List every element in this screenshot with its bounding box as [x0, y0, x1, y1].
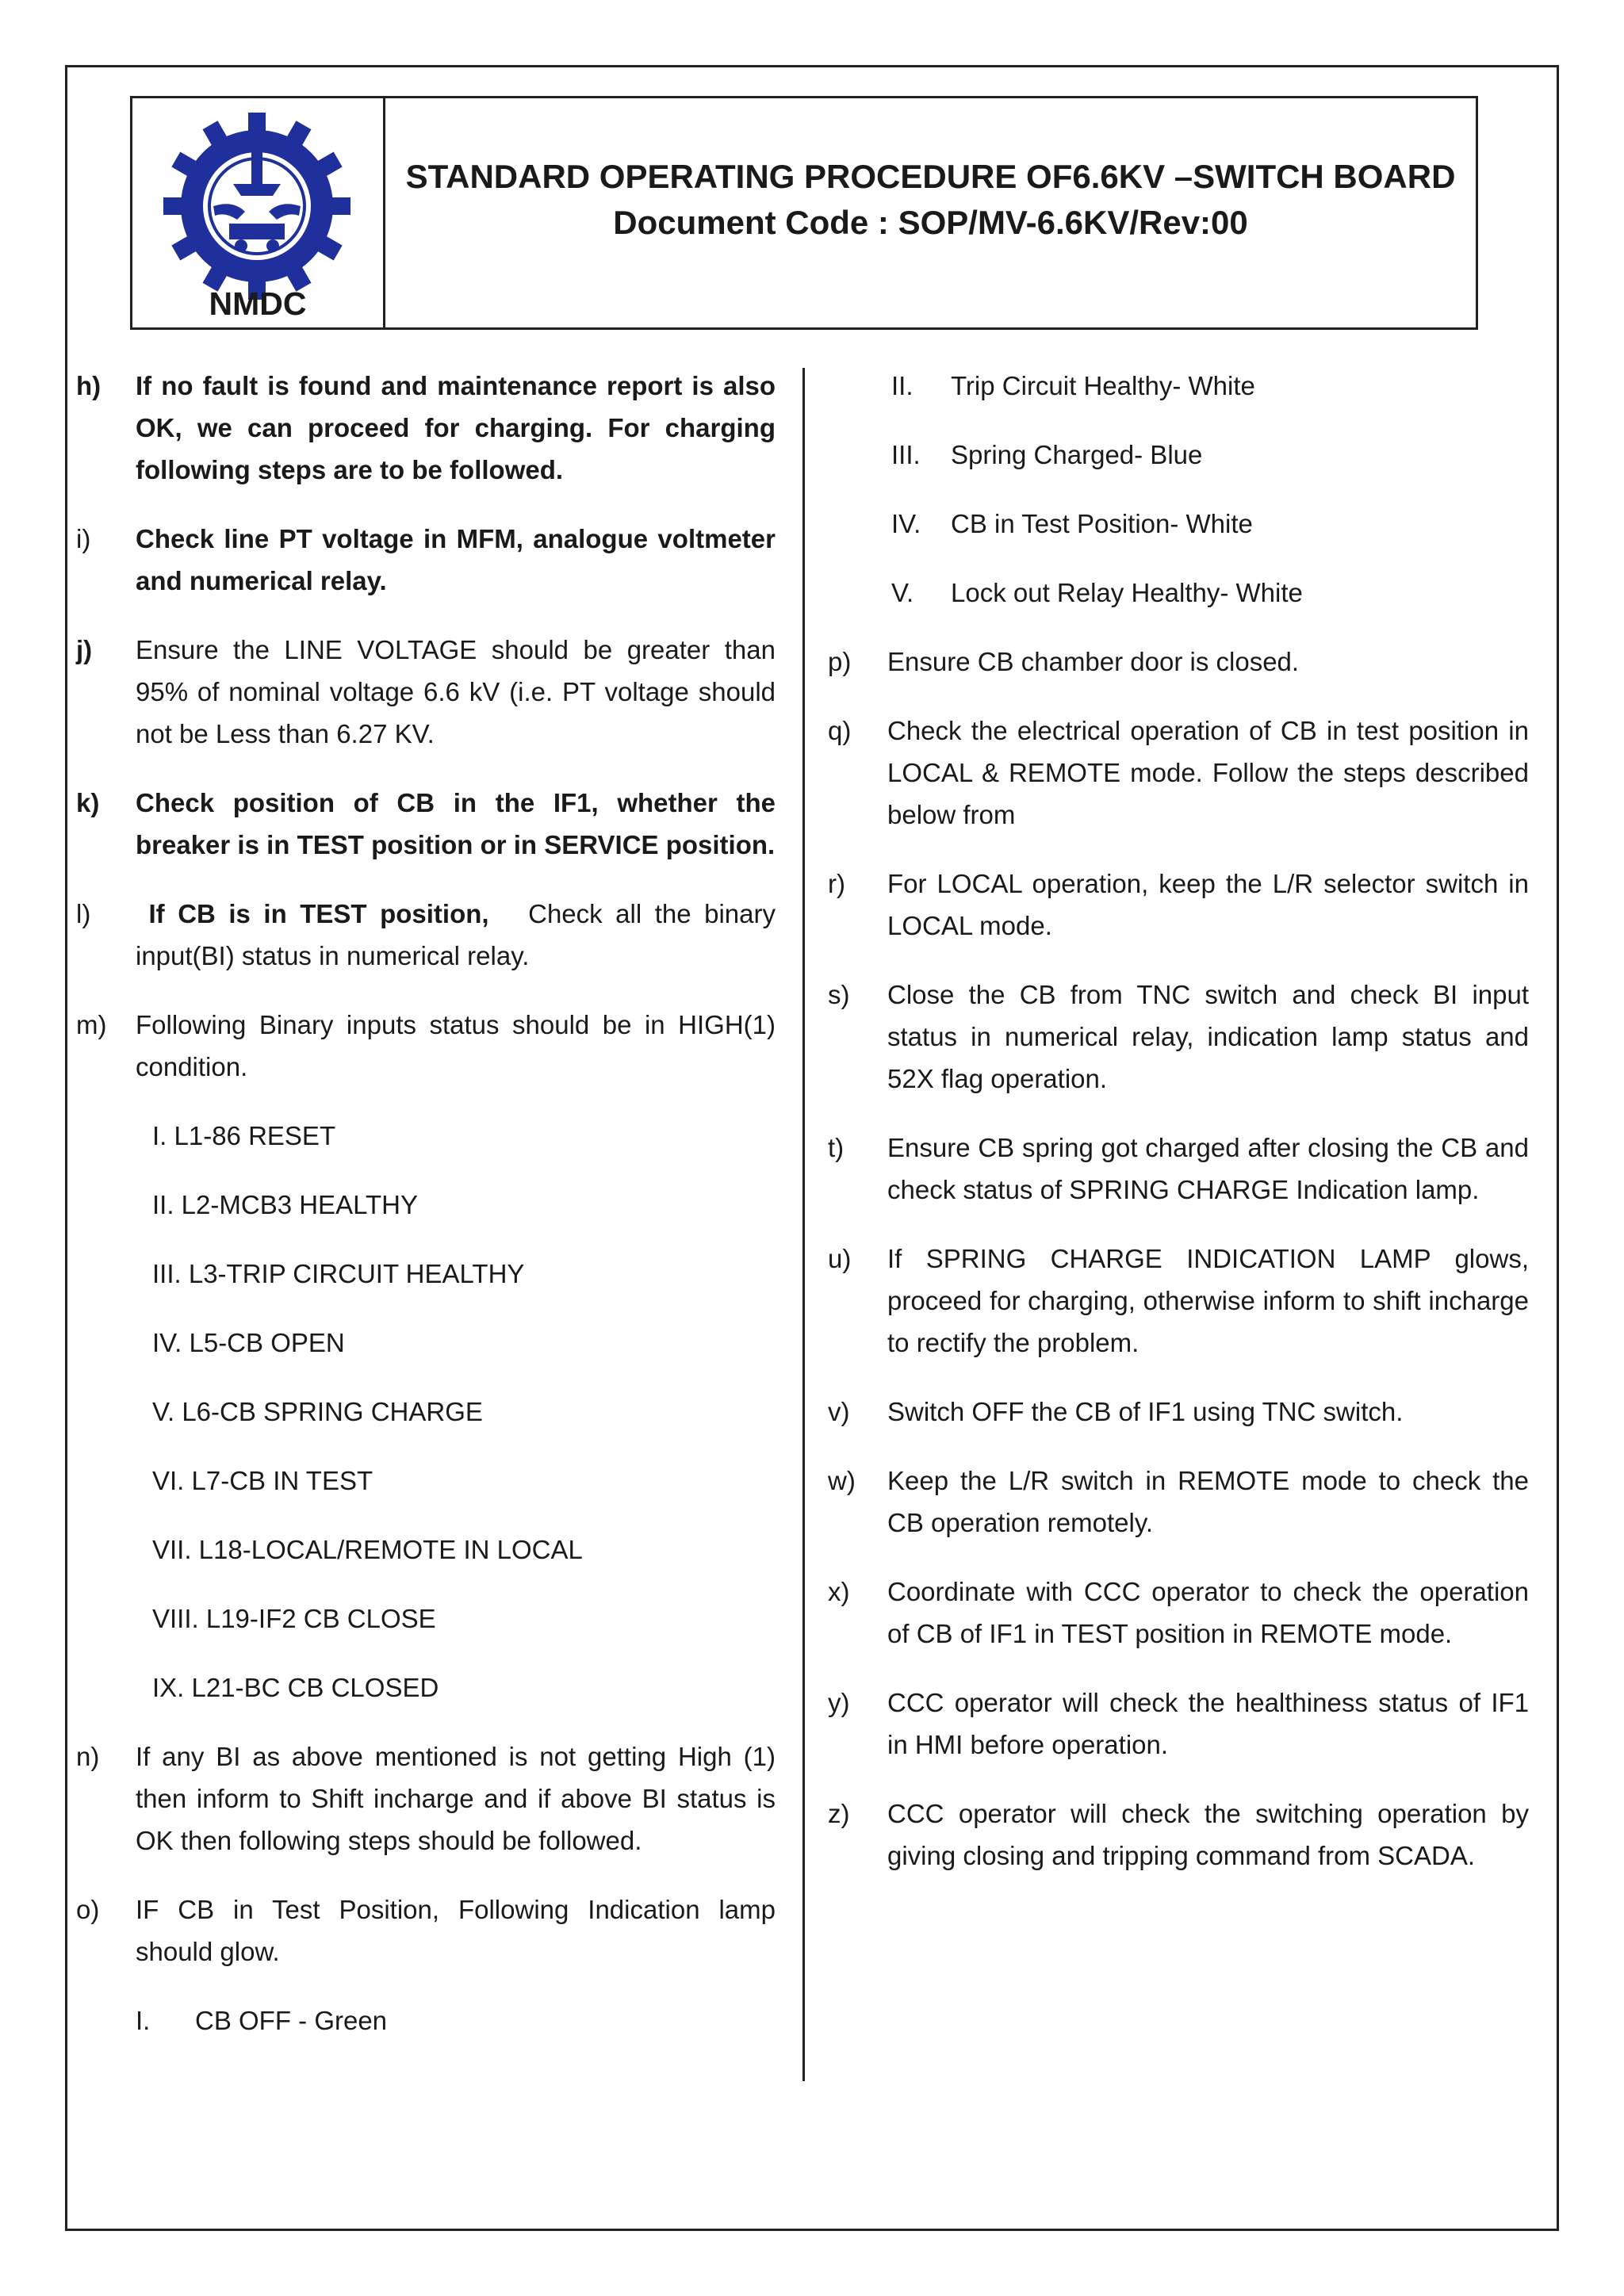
- step-text: Check position of CB in the IF1, whether the breaker is in TEST position or in SERVICE position.: [136, 788, 776, 859]
- step-z: [828, 1793, 1529, 1877]
- list-numeral: III.: [891, 440, 921, 469]
- right-column: [828, 365, 1529, 1904]
- step-u: [828, 1238, 1529, 1364]
- step-marker: y): [828, 1688, 850, 1717]
- step-marker: o): [76, 1895, 100, 1924]
- step-text: Ensure CB chamber door is closed.: [887, 647, 1300, 676]
- left-column: [76, 365, 776, 2068]
- step-marker: j): [76, 635, 93, 664]
- nmdc-logo-icon: [158, 105, 356, 303]
- step-text: Check line PT voltage in MFM, analogue voltmeter and numerical relay.: [136, 524, 776, 595]
- indication-lamp-item: [828, 503, 1529, 545]
- indication-lamp-item: [828, 572, 1529, 614]
- step-v: [828, 1391, 1529, 1433]
- step-n: [76, 1735, 776, 1862]
- step-text: Keep the L/R switch in REMOTE mode to check the CB operation remotely.: [887, 1466, 1529, 1537]
- step-text-rest: Check all the binary input(BI) status in numerical relay.: [136, 899, 776, 970]
- step-text: Check the electrical operation of CB in test position in LOCAL & REMOTE mode. Follow the steps described below from: [887, 716, 1529, 829]
- step-marker: p): [828, 647, 852, 676]
- list-numeral: II.: [891, 371, 914, 400]
- step-marker: t): [828, 1133, 845, 1162]
- indication-lamp-item: [828, 434, 1529, 476]
- list-text: CB in Test Position- White: [951, 509, 1253, 538]
- step-marker: m): [76, 1010, 107, 1039]
- step-marker: u): [828, 1244, 852, 1273]
- step-x: [828, 1571, 1529, 1655]
- step-text: CCC operator will check the healthiness status of IF1 in HMI before operation.: [887, 1688, 1529, 1759]
- step-marker: s): [828, 980, 850, 1009]
- binary-input-item: VIII. L19-IF2 CB CLOSE: [152, 1604, 436, 1633]
- step-i: [76, 518, 776, 602]
- document-title: STANDARD OPERATING PROCEDURE OF6.6KV –SWITCH BOARD: [405, 157, 1456, 195]
- step-text: Coordinate with CCC operator to check the operation of CB of IF1 in TEST position in REMOTE mode.: [887, 1577, 1529, 1648]
- step-text: If any BI as above mentioned is not getting High (1) then inform to Shift incharge and if above BI status is OK then following steps should be followed.: [136, 1742, 776, 1855]
- document-code: Document Code : SOP/MV-6.6KV/Rev:00: [613, 203, 1248, 241]
- step-k: [76, 782, 776, 866]
- indication-lamp-item: [828, 365, 1529, 407]
- list-numeral: V.: [891, 578, 914, 607]
- binary-input-item: IV. L5-CB OPEN: [152, 1328, 345, 1357]
- step-marker: i): [76, 524, 91, 553]
- step-text: If no fault is found and maintenance report is also OK, we can proceed for charging. For charging following steps are to be followed.: [136, 371, 776, 484]
- binary-input-item: VII. L18-LOCAL/REMOTE IN LOCAL: [152, 1535, 583, 1564]
- step-marker: z): [828, 1799, 850, 1828]
- step-marker: n): [76, 1742, 100, 1771]
- document-header: [130, 96, 1478, 330]
- step-p: [828, 641, 1529, 683]
- step-marker: r): [828, 869, 845, 898]
- step-q: [828, 710, 1529, 836]
- step-text: If SPRING CHARGE INDICATION LAMP glows, proceed for charging, otherwise inform to shift incharge to rectify the problem.: [887, 1244, 1529, 1357]
- step-w: [828, 1460, 1529, 1544]
- step-s: [828, 974, 1529, 1100]
- step-marker: k): [76, 788, 100, 817]
- step-j: [76, 629, 776, 755]
- step-marker: w): [828, 1466, 856, 1495]
- binary-input-item: III. L3-TRIP CIRCUIT HEALTHY: [152, 1259, 525, 1288]
- indication-lamp-item: [76, 1999, 776, 2042]
- step-marker: q): [828, 716, 852, 745]
- step-o: [76, 1888, 776, 1973]
- step-marker: x): [828, 1577, 850, 1606]
- binary-input-item: I. L1-86 RESET: [152, 1121, 336, 1150]
- step-r: [828, 863, 1529, 947]
- list-text: CB OFF - Green: [195, 2006, 388, 2035]
- step-marker: v): [828, 1397, 850, 1426]
- step-text: CCC operator will check the switching operation by giving closing and tripping command from SCADA.: [887, 1799, 1529, 1870]
- step-m: [76, 1004, 776, 1088]
- step-marker: h): [76, 371, 102, 400]
- organization-name: NMDC: [209, 285, 307, 322]
- step-text: IF CB in Test Position, Following Indication lamp should glow.: [136, 1895, 776, 1966]
- step-text: For LOCAL operation, keep the L/R selector switch in LOCAL mode.: [887, 869, 1529, 940]
- step-text: [136, 893, 776, 977]
- step-text: Following Binary inputs status should be in HIGH(1) condition.: [136, 1010, 776, 1081]
- title-cell: [385, 98, 1476, 327]
- step-marker: l): [76, 899, 91, 928]
- step-y: [828, 1682, 1529, 1766]
- binary-input-item: VI. L7-CB IN TEST: [152, 1466, 373, 1495]
- list-text: Trip Circuit Healthy- White: [951, 371, 1255, 400]
- step-text: Close the CB from TNC switch and check BI input status in numerical relay, indication lamp status and 52X flag operation.: [887, 980, 1529, 1093]
- step-h: [76, 365, 776, 491]
- binary-input-item: V. L6-CB SPRING CHARGE: [152, 1397, 483, 1426]
- list-numeral: IV.: [891, 509, 921, 538]
- list-text: Lock out Relay Healthy- White: [951, 578, 1303, 607]
- list-text: Spring Charged- Blue: [951, 440, 1203, 469]
- column-divider: [802, 368, 805, 2081]
- binary-input-item: IX. L21-BC CB CLOSED: [152, 1673, 439, 1702]
- step-text: Ensure CB spring got charged after closing the CB and check status of SPRING CHARGE Indication lamp.: [887, 1133, 1529, 1204]
- list-numeral: I.: [136, 2006, 151, 2035]
- step-text-bold: If CB is in TEST position,: [148, 899, 489, 928]
- step-t: [828, 1127, 1529, 1211]
- step-l: [76, 893, 776, 977]
- step-text: Switch OFF the CB of IF1 using TNC switch.: [887, 1397, 1404, 1426]
- binary-input-item: II. L2-MCB3 HEALTHY: [152, 1190, 418, 1219]
- step-text: Ensure the LINE VOLTAGE should be greater than 95% of nominal voltage 6.6 kV (i.e. PT voltage should not be Less than 6.27 KV.: [136, 635, 776, 748]
- logo-cell: [132, 98, 385, 327]
